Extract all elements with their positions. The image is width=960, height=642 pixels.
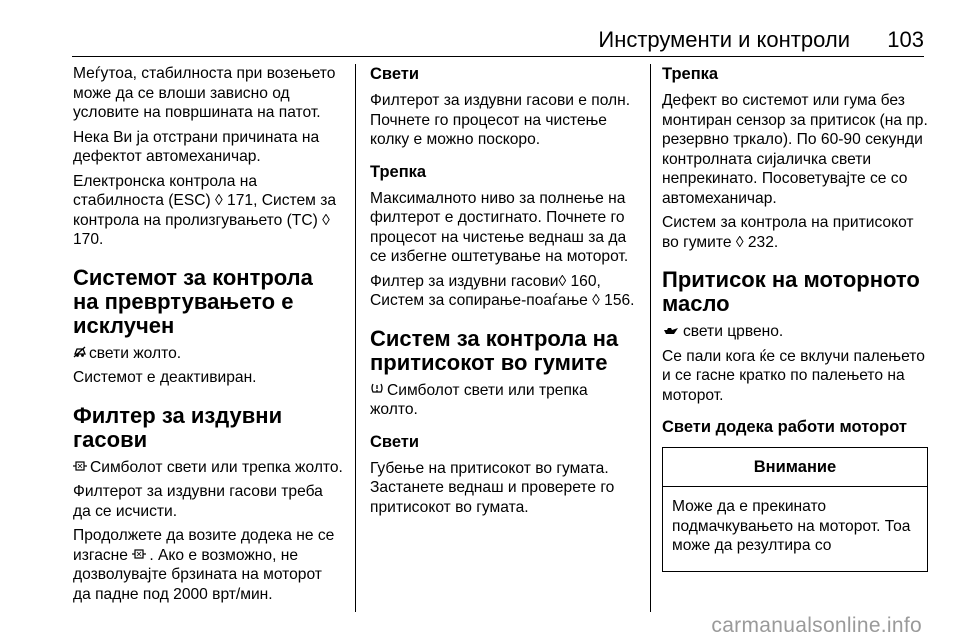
- exhaust-filter-icon: [132, 546, 146, 566]
- exhaust-filter-icon: [73, 458, 87, 478]
- warning-title: Внимание: [663, 448, 927, 487]
- page-title: Инструменти и контроли: [598, 27, 850, 52]
- subheading: Свети: [370, 65, 420, 83]
- header-divider: [72, 56, 924, 57]
- paragraph: Се пали кога ќе се вклучи палењето и се гасне кратко по палењето на моторот.: [662, 347, 925, 404]
- section-heading: Притисок на моторното масло: [662, 267, 920, 316]
- section-heading: Филтер за издувни гасови: [73, 402, 283, 452]
- watermark: carmanualsonline.info: [711, 614, 922, 637]
- warning-box: [662, 447, 928, 572]
- subheading: Трепка: [662, 65, 719, 83]
- paragraph: Филтерот за издувни гасови е полн. Почнете го процесот на чистење колку е можно поскоро.: [370, 92, 631, 148]
- column-right: [662, 64, 928, 612]
- page-header: [0, 0, 960, 56]
- paragraph: [370, 381, 636, 420]
- oil-can-icon: [662, 322, 680, 342]
- column-left: [73, 64, 343, 612]
- paragraph: [73, 458, 343, 478]
- paragraph: Филтер за издувни гасови◊ 160, Систем за сопирање-поаѓање ◊ 156.: [370, 272, 635, 309]
- column-divider-2: [650, 64, 651, 612]
- paragraph: Меѓутоа, стабилноста при возењето може да се влоши зависно од условите на површината на патот.: [73, 65, 336, 121]
- column-middle: [370, 64, 636, 612]
- section-heading: Системот за контрола на превртувањето е исклучен: [73, 264, 313, 338]
- section-heading: Систем за контрола на притисокот во гумите: [370, 325, 619, 375]
- paragraph: Губење на притисокот во гумата. Застанете веднаш и проверете го притисокот во гумата.: [370, 459, 615, 516]
- rollover-off-icon: [73, 344, 86, 364]
- subheading: Трепка: [370, 162, 427, 181]
- paragraph: Системот е деактивиран.: [73, 369, 257, 386]
- paragraph: Нека Ви ја отстрани причината на дефектот автомеханичар.: [73, 128, 320, 165]
- tire-pressure-icon: [370, 381, 384, 401]
- subheading: Свети додека работи моторот: [662, 418, 907, 436]
- icon-caption: свети црвено.: [683, 323, 784, 340]
- paragraph: Филтерот за издувни гасови треба да се исчисти.: [73, 483, 323, 520]
- paragraph: [73, 344, 343, 364]
- paragraph: Продолжете да возите додека не се изгасне . Ако е возможно, не дозволувајте брзината на моторот да падне под 2000 врт/мин.: [73, 527, 335, 603]
- icon-caption: Симболот свети или трепка жолто.: [370, 381, 588, 418]
- subheading: Свети: [370, 432, 420, 451]
- paragraph: Може да е прекинато подмачкувањето на моторот. Тоа може да резултира со: [672, 498, 911, 554]
- column-divider-1: [355, 64, 356, 612]
- warning-body: [663, 487, 927, 556]
- paragraph: Електронска контрола на стабилноста (ESC) ◊ 171, Систем за контрола на пролизгувањето (TC) ◊ 170.: [73, 172, 337, 248]
- paragraph: Дефект во системот или гума без монтиран сензор за притисок (на пр. резервно тркало). По 60-90 секунди контролната сијаличка свети непрекинато. Посоветувајте се со автомеханичар.: [662, 92, 928, 207]
- paragraph: Максималното ниво за полнење на филтерот е достигнато. Почнете го процесот на чистење веднаш за да се избегне оштетување на моторот.: [370, 189, 629, 265]
- icon-caption: свети жолто.: [89, 344, 182, 362]
- page-number: 103: [887, 27, 924, 52]
- paragraph: Систем за контрола на притисокот во гумите ◊ 232.: [662, 214, 914, 251]
- icon-caption: Симболот свети или трепка жолто.: [90, 458, 343, 476]
- paragraph: [662, 322, 928, 342]
